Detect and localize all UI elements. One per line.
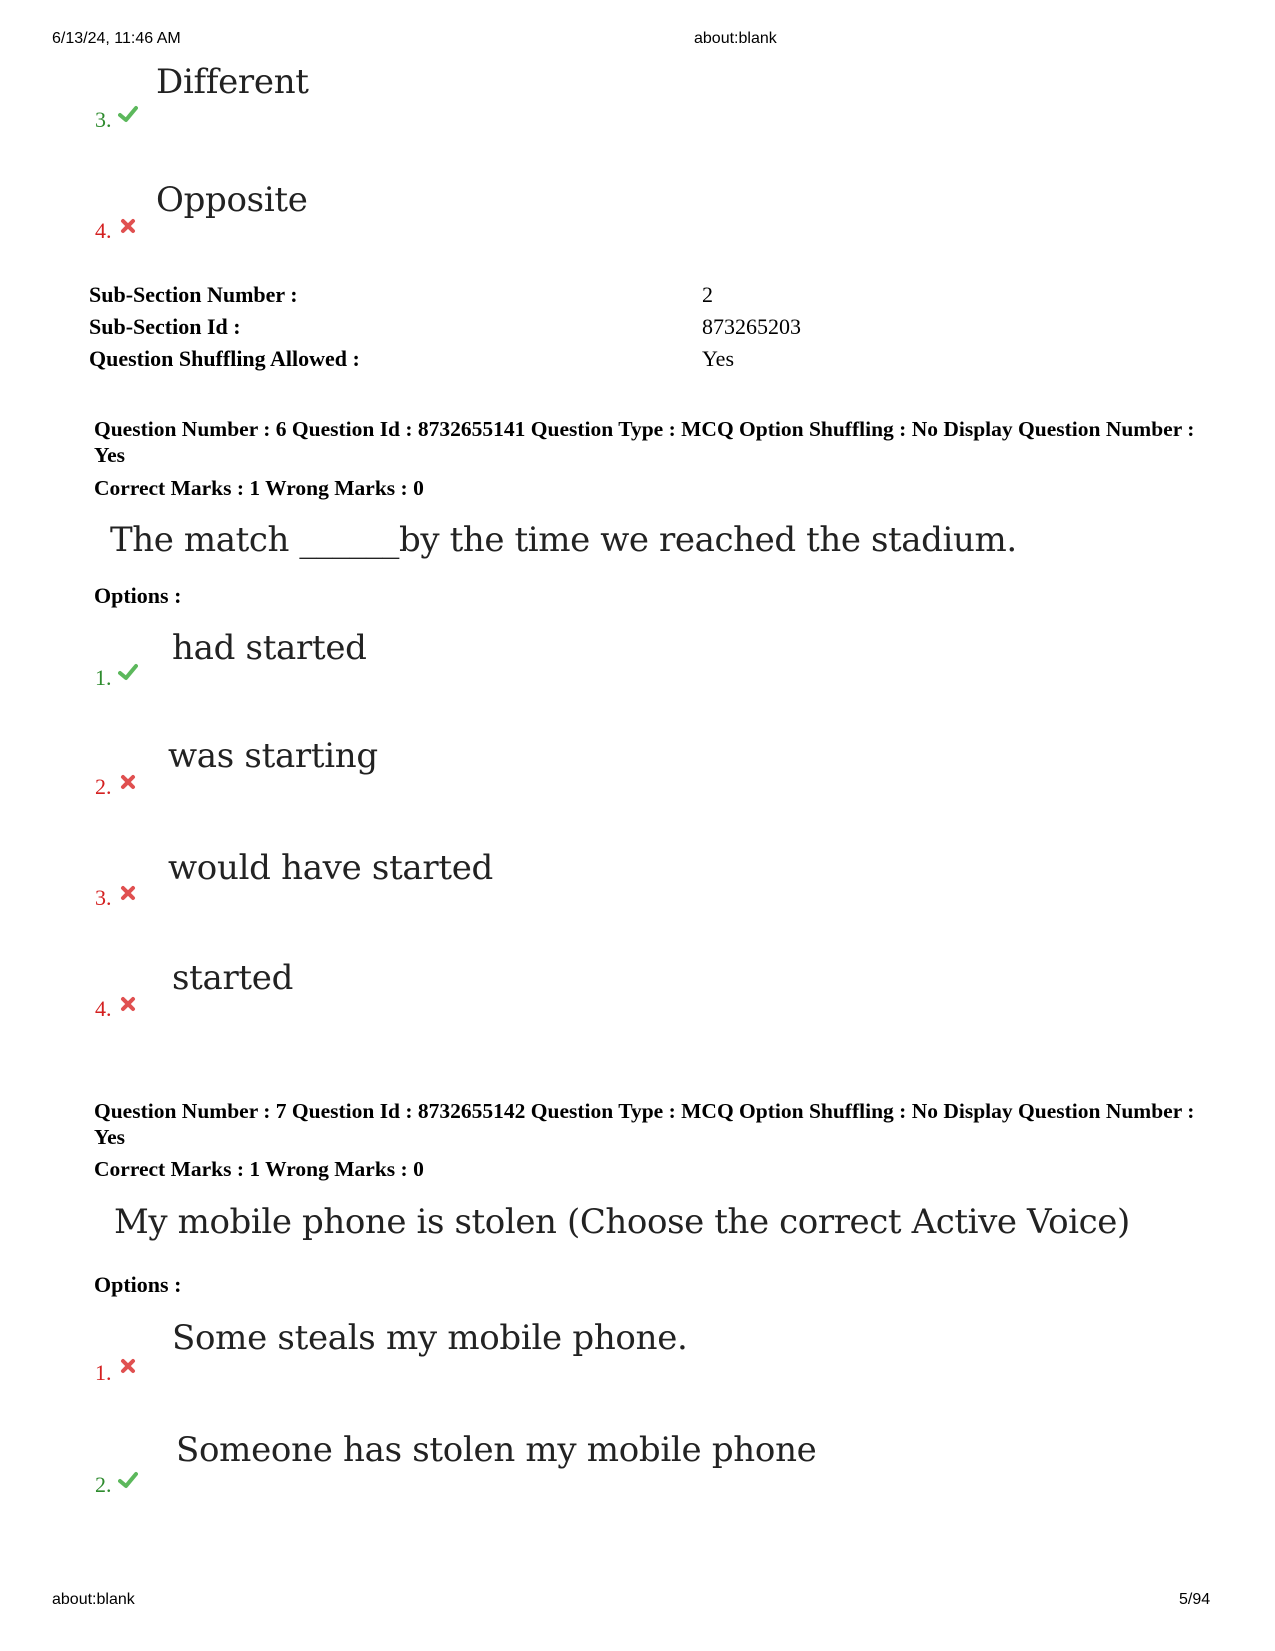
q7-option-2	[0, 1430, 1275, 1510]
option-text: had started	[172, 628, 367, 668]
option-number: 1.	[95, 665, 112, 690]
cross-icon	[120, 1358, 136, 1374]
check-icon	[118, 662, 138, 682]
prev-option-4	[0, 180, 1275, 260]
q7-option-1	[0, 1318, 1275, 1398]
question-6-marks: Correct Marks : 1 Wrong Marks : 0	[94, 476, 424, 500]
cross-icon	[120, 218, 136, 234]
q6-option-3	[0, 848, 1275, 928]
question-shuffling-value: Yes	[702, 346, 735, 371]
option-text: started	[172, 958, 294, 998]
subsection-number-label: Sub-Section Number :	[89, 282, 298, 307]
option-text: Different	[156, 62, 309, 102]
subsection-id-label: Sub-Section Id :	[89, 314, 241, 339]
option-number: 4.	[95, 218, 112, 243]
question-7-header: Question Number : 7 Question Id : 8732655142 Question Type : MCQ Option Shuffling : No Display Question Number : Yes	[94, 1099, 1195, 1149]
check-icon	[118, 1470, 138, 1490]
option-number: 3.	[95, 107, 112, 132]
option-text: Some steals my mobile phone.	[172, 1318, 688, 1358]
question-shuffling-label: Question Shuffling Allowed :	[89, 346, 360, 371]
option-number: 4.	[95, 996, 112, 1021]
question-6-header: Question Number : 6 Question Id : 8732655141 Question Type : MCQ Option Shuffling : No Display Question Number : Yes	[94, 417, 1195, 467]
option-text: Opposite	[156, 180, 308, 220]
option-text: would have started	[168, 848, 494, 888]
cross-icon	[120, 885, 136, 901]
subsection-id-value: 873265203	[702, 314, 801, 339]
question-6-options-label: Options :	[94, 583, 182, 608]
check-icon	[118, 104, 138, 124]
cross-icon	[120, 996, 136, 1012]
print-datetime: 6/13/24, 11:46 AM	[52, 30, 181, 47]
q6-option-2	[0, 736, 1275, 816]
option-number: 2.	[95, 1472, 112, 1497]
prev-option-3	[0, 62, 1275, 142]
option-text: Someone has stolen my mobile phone	[176, 1430, 817, 1470]
question-7-marks: Correct Marks : 1 Wrong Marks : 0	[94, 1157, 424, 1181]
cross-icon	[120, 774, 136, 790]
option-number: 3.	[95, 885, 112, 910]
print-url: about:blank	[694, 30, 777, 47]
option-text: was starting	[168, 736, 378, 776]
footer-url: about:blank	[52, 1591, 135, 1608]
question-7-text: My mobile phone is stolen (Choose the correct Active Voice)	[114, 1202, 1130, 1242]
question-6-text: The match ______by the time we reached the stadium.	[110, 520, 1017, 560]
subsection-number-value: 2	[702, 282, 713, 307]
option-number: 2.	[95, 774, 112, 799]
page-counter: 5/94	[1179, 1591, 1211, 1608]
q6-option-4	[0, 958, 1275, 1038]
option-number: 1.	[95, 1360, 112, 1385]
q6-option-1	[0, 628, 1275, 708]
question-7-options-label: Options :	[94, 1272, 182, 1297]
